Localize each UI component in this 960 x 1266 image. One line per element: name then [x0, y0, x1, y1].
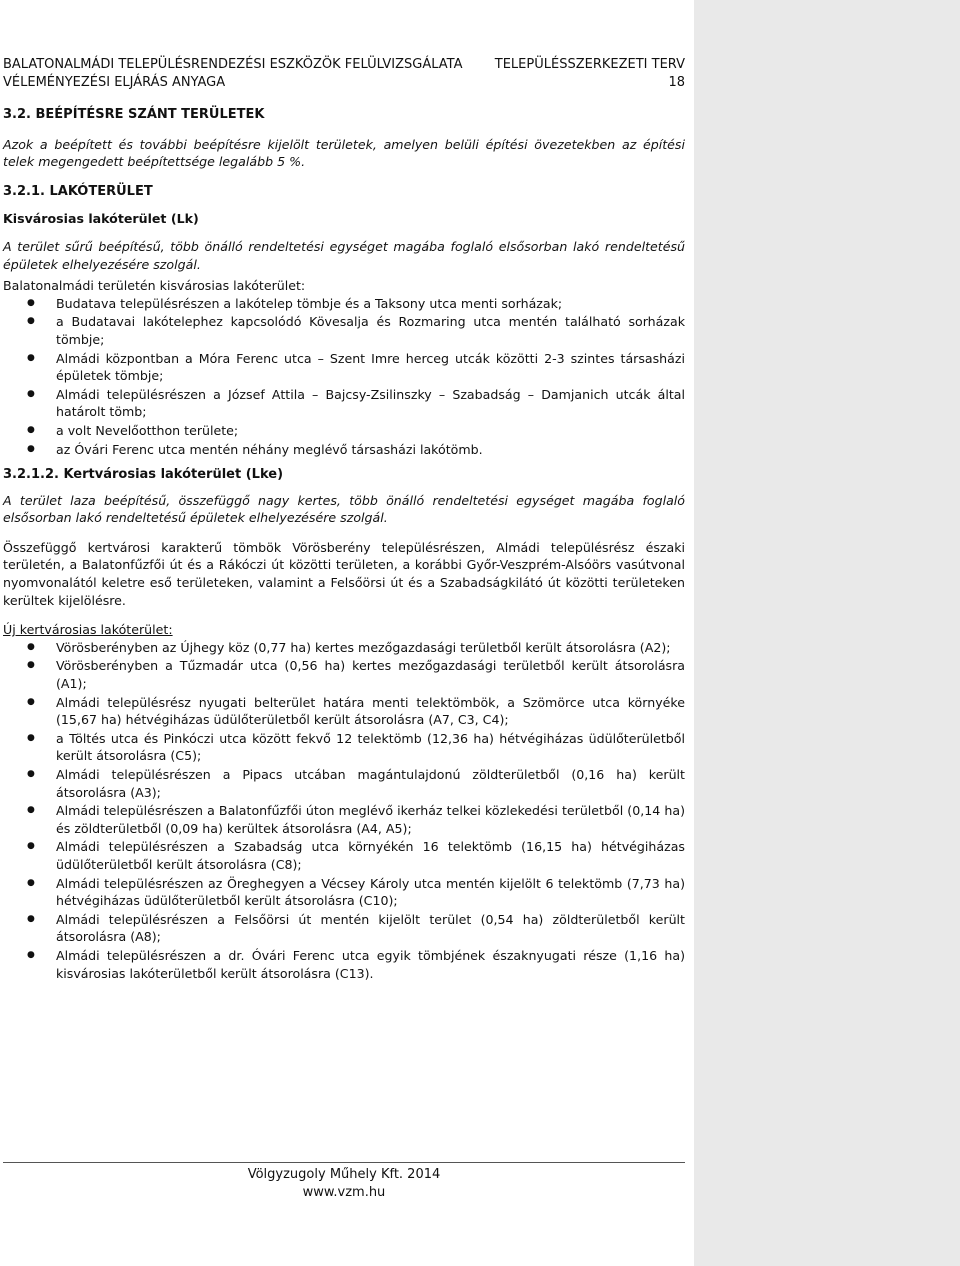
footer-company: Völgyzugoly Műhely Kft. 2014 — [247, 1167, 441, 1182]
list-2-intro: Új kertvárosias lakóterület: — [3, 622, 173, 638]
list-item: ● Almádi központban a Móra Ferenc utca – Szent Imre herceg utcák közötti 2-3 szintes társasházi épületek tömbje; — [3, 350, 685, 385]
footer-website: www.vzm.hu — [302, 1185, 386, 1200]
document-page — [3, 0, 685, 1266]
header-row-2 — [3, 74, 685, 91]
header-phase: VÉLEMÉNYEZÉSI ELJÁRÁS ANYAGA — [3, 75, 226, 90]
list-item: ● Almádi településrészen a dr. Óvári Ferenc utca egyik tömbjének északnyugati része (1,16 ha) kisvárosias lakóterületből került átsorolásra (C13). — [3, 947, 685, 982]
list-item: ● Almádi településrészen a József Attila – Bajcsy-Zsilinszky – Szabadság – Damjanich utcák által határolt tömb; — [3, 386, 685, 421]
bullet-list-lk — [3, 295, 685, 458]
subsection-title: 3.2.1. LAKÓTERÜLET — [3, 183, 153, 199]
list-item: ● Budatava településrészen a lakótelep tömbje és a Taksony utca menti sorházak; — [3, 295, 685, 313]
list-item: ● Almádi településrészen az Öreghegyen a Vécsey Károly utca mentén kijelölt 6 telektömb (7,73 ha) hétvégiházas üdülőterületből került átsorolásra (C10); — [3, 875, 685, 910]
list-item: ● Vörösberényben a Tűzmadár utca (0,56 ha) kertes mezőgazdasági területből került átsorolásra (A1); — [3, 657, 685, 692]
section-title: 3.2. BEÉPÍTÉSRE SZÁNT TERÜLETEK — [3, 107, 265, 122]
list-item: ● Vörösberényben az Újhegy köz (0,77 ha) kertes mezőgazdasági területből került átsorolásra (A2); — [3, 639, 685, 657]
subsection-description: A terület sűrű beépítésű, több önálló rendeltetési egységet magába foglaló elsősorban lakó rendeltetésű épületek elhelyezésére szolgál. — [3, 238, 685, 272]
subsection-2-description: A terület laza beépítésű, összefüggő nagy kertes, több önálló rendeltetési egységet magába foglaló elsősorban lakó rendeltetésű épületek elhelyezésére szolgál. — [3, 492, 685, 526]
bullet-list-lke — [3, 639, 685, 982]
list-item: ● Almádi településrészen a Felsőörsi út mentén kijelölt terület (0,54 ha) zöldterületből került átsorolásra (A8); — [3, 911, 685, 946]
list-item: ● a Töltés utca és Pinkóczi utca között fekvő 12 telektömb (12,36 ha) hétvégiházas üdülőterületből került átsorolásra (C5); — [3, 730, 685, 765]
subsection-2-title: 3.2.1.2. Kertvárosias lakóterület (Lke) — [3, 467, 284, 483]
list-item: ● Almádi településrészen a Szabadság utca környékén 16 telektömb (16,15 ha) hétvégiházas üdülőterületből került átsorolásra (C8); — [3, 838, 685, 873]
list-intro: Balatonalmádi területén kisvárosias lakóterület: — [3, 278, 306, 294]
header-row-1 — [3, 56, 685, 73]
subsection-2-paragraph: Összefüggő kertvárosi karakterű tömbök Vörösberény településrészen, Almádi településrész északi területén, a Balatonfűzfői út és a Rákóczi út közötti területen, a korábbi Győr-Veszprém-Alsóörs vasútvonal nyomvonalától keletre eső területeken, valamint a Felsőörsi út és a Szabadságkilátó út közötti területeken kerültek kijelölésre. — [3, 539, 685, 608]
list-item: ● az Óvári Ferenc utca mentén néhány meglévő társasházi lakótömb. — [3, 441, 685, 459]
header-project-title: BALATONALMÁDI TELEPÜLÉSRENDEZÉSI ESZKÖZÖK FELÜLVIZSGÁLATA — [3, 57, 463, 72]
section-intro: Azok a beépített és további beépítésre kijelölt területek, amelyen belüli építési övezetekben az építési telek megengedett beépítettsége legalább 5 %. — [3, 136, 685, 170]
list-item: ● Almádi településrészen a Pipacs utcában magántulajdonú zöldterületből (0,16 ha) került átsorolásra (A3); — [3, 766, 685, 801]
list-item: ● a volt Nevelőotthon területe; — [3, 422, 685, 440]
document-body — [3, 106, 685, 988]
header-plan-type: TELEPÜLÉSSZERKEZETI TERV — [494, 57, 685, 72]
page-number: 18 — [668, 75, 685, 90]
list-item: ● a Budatavai lakótelephez kapcsolódó Kövesalja és Rozmaring utca mentén található sorházak tömbje; — [3, 313, 685, 348]
subsection-heading: Kisvárosias lakóterület (Lk) — [3, 211, 199, 227]
list-item: ● Almádi településrészen a Balatonfűzfői úton meglévő ikerház telkei közlekedési területből (0,14 ha) és zöldterületből (0,09 ha) kerültek átsorolásra (A4, A5); — [3, 802, 685, 837]
comment-sidebar — [694, 0, 960, 1266]
list-item: ● Almádi településrész nyugati belterület határa menti telektömbök, a Szömörce utca környéke (15,67 ha) hétvégiházas üdülőterületből került átsorolásra (A7, C3, C4); — [3, 694, 685, 729]
footer-divider — [3, 1162, 685, 1163]
